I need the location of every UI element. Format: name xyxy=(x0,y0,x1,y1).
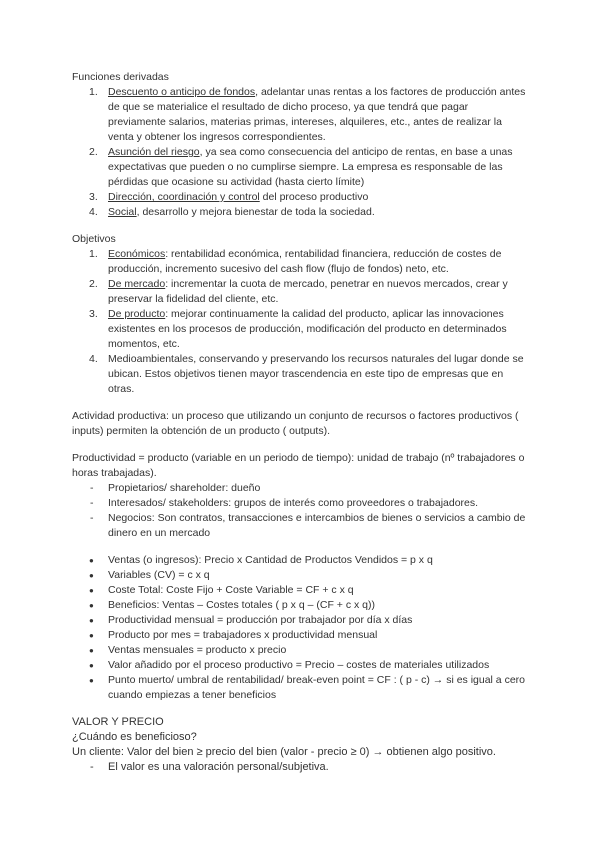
list-item xyxy=(72,481,528,496)
term-underlined: Descuento o anticipo de fondos xyxy=(108,86,256,98)
dash-marker: - xyxy=(90,482,94,494)
item-text: Variables (CV) = c x q xyxy=(108,569,210,581)
item-text: : incrementar la cuota de mercado, penetrar en nuevos mercados, crear y preservar la fidelidad del cliente, etc. xyxy=(108,278,508,305)
bullet-marker: ● xyxy=(89,571,94,580)
bullet-marker: ● xyxy=(89,601,94,610)
item-text: Negocios: Son contratos, transacciones e intercambios de bienes o servicios a cambio de dinero en un mercado xyxy=(108,512,526,539)
list-item xyxy=(72,760,528,775)
item-text: del proceso productivo xyxy=(259,191,369,203)
item-text: Interesados/ stakeholders: grupos de interés como proveedores o trabajadores. xyxy=(108,497,479,509)
list-item xyxy=(72,658,528,673)
bullet-marker: ● xyxy=(89,676,94,685)
bullet-marker: ● xyxy=(89,646,94,655)
list-item xyxy=(72,583,528,598)
list-number: 2. xyxy=(89,146,98,158)
valor-list xyxy=(72,760,528,775)
formulas-list xyxy=(72,553,528,703)
list-item xyxy=(72,511,528,541)
valor-heading: VALOR Y PRECIO xyxy=(72,716,164,728)
bullet-marker: ● xyxy=(89,556,94,565)
list-item xyxy=(72,613,528,628)
term-underlined: Asunción del riesgo xyxy=(108,146,200,158)
item-text: Ventas (o ingresos): Precio x Cantidad de Productos Vendidos = p x q xyxy=(108,554,433,566)
list-item xyxy=(72,598,528,613)
productividad-paragraph: Productividad = producto (variable en un periodo de tiempo): unidad de trabajo (nº trabajadores o horas trabajadas). xyxy=(72,452,525,479)
list-item xyxy=(72,145,528,190)
objetivos-list xyxy=(72,247,528,397)
item-text: , adelantar unas rentas a los factores de producción antes de que se materialice el resultado de dicho proceso, ya que tendrá que pagar previamente salarios, materias primas, intereses, alquileres, etc., antes de realizar la venta y obtener los ingresos correspondientes. xyxy=(108,86,526,143)
dash-marker: - xyxy=(90,512,94,524)
item-text: El valor es una valoración personal/subjetiva. xyxy=(108,761,329,773)
valor-question: ¿Cuándo es beneficioso? xyxy=(72,731,197,743)
list-item xyxy=(72,352,528,397)
bullet-marker: ● xyxy=(89,661,94,670)
item-text: : mejorar continuamente la calidad del producto, aplicar las innovaciones existentes en los procesos de producción, modificación del producto en determinados momentos, etc. xyxy=(108,308,507,350)
list-number: 2. xyxy=(89,278,98,290)
list-item xyxy=(72,190,528,205)
productividad-list xyxy=(72,481,528,541)
list-item xyxy=(72,277,528,307)
list-item xyxy=(72,568,528,583)
objetivos-heading: Objetivos xyxy=(72,233,116,245)
item-text: Propietarios/ shareholder: dueño xyxy=(108,482,261,494)
list-number: 4. xyxy=(89,353,98,365)
list-item xyxy=(72,496,528,511)
term-underlined: Social xyxy=(108,206,137,218)
list-item xyxy=(72,85,528,145)
bullet-marker: ● xyxy=(89,631,94,640)
bullet-marker: ● xyxy=(89,586,94,595)
list-item xyxy=(72,205,528,220)
item-text: Productividad mensual = producción por trabajador por día x días xyxy=(108,614,413,626)
item-text: , desarrollo y mejora bienestar de toda la sociedad. xyxy=(136,206,375,218)
list-item xyxy=(72,307,528,352)
list-item xyxy=(72,673,528,703)
item-text: Coste Total: Coste Fijo + Coste Variable = CF + c x q xyxy=(108,584,354,596)
list-item xyxy=(72,643,528,658)
item-text: Producto por mes = trabajadores x productividad mensual xyxy=(108,629,378,641)
item-text: : rentabilidad económica, rentabilidad financiera, reducción de costes de producción, incremento sucesivo del cash flow (flujo de fondos) neto, etc. xyxy=(108,248,502,275)
dash-marker: - xyxy=(90,761,94,773)
actividad-paragraph: Actividad productiva: un proceso que utilizando un conjunto de recursos o factores productivos ( inputs) permiten la obtención de un producto ( outputs). xyxy=(72,410,519,437)
list-number: 3. xyxy=(89,191,98,203)
term-underlined: De mercado xyxy=(108,278,166,290)
item-text: Beneficios: Ventas – Costes totales ( p x q – (CF + c x q)) xyxy=(108,599,375,611)
valor-line: Un cliente: Valor del bien ≥ precio del bien (valor - precio ≥ 0) → obtienen algo positivo. xyxy=(72,746,496,758)
term-underlined: Dirección, coordinación y control xyxy=(108,191,260,203)
item-text: Ventas mensuales = producto x precio xyxy=(108,644,287,656)
list-item xyxy=(72,628,528,643)
item-text: Valor añadido por el proceso productivo = Precio – costes de materiales utilizados xyxy=(108,659,490,671)
term-underlined: Económicos xyxy=(108,248,166,260)
list-number: 1. xyxy=(89,248,98,260)
item-text: Medioambientales, conservando y preservando los recursos naturales del lugar donde se ubican. Estos objetivos tienen mayor trascendencia en este tipo de empresas que en otras. xyxy=(108,353,524,395)
funciones-list xyxy=(72,85,528,220)
bullet-marker: ● xyxy=(89,616,94,625)
item-text: Punto muerto/ umbral de rentabilidad/ break-even point = CF : ( p - c) → si es igual a cero cuando empiezas a tener beneficios xyxy=(108,674,525,701)
item-text: , ya sea como consecuencia del anticipo de rentas, en base a unas expectativas que pueden o no cumplirse siempre. La empresa es responsable de las pérdidas que ocasione su actividad (hasta cierto límite) xyxy=(108,146,513,188)
term-underlined: De producto xyxy=(108,308,166,320)
list-number: 3. xyxy=(89,308,98,320)
list-item xyxy=(72,553,528,568)
list-number: 1. xyxy=(89,86,98,98)
list-number: 4. xyxy=(89,206,98,218)
list-item xyxy=(72,247,528,277)
dash-marker: - xyxy=(90,497,94,509)
funciones-heading: Funciones derivadas xyxy=(72,71,169,83)
